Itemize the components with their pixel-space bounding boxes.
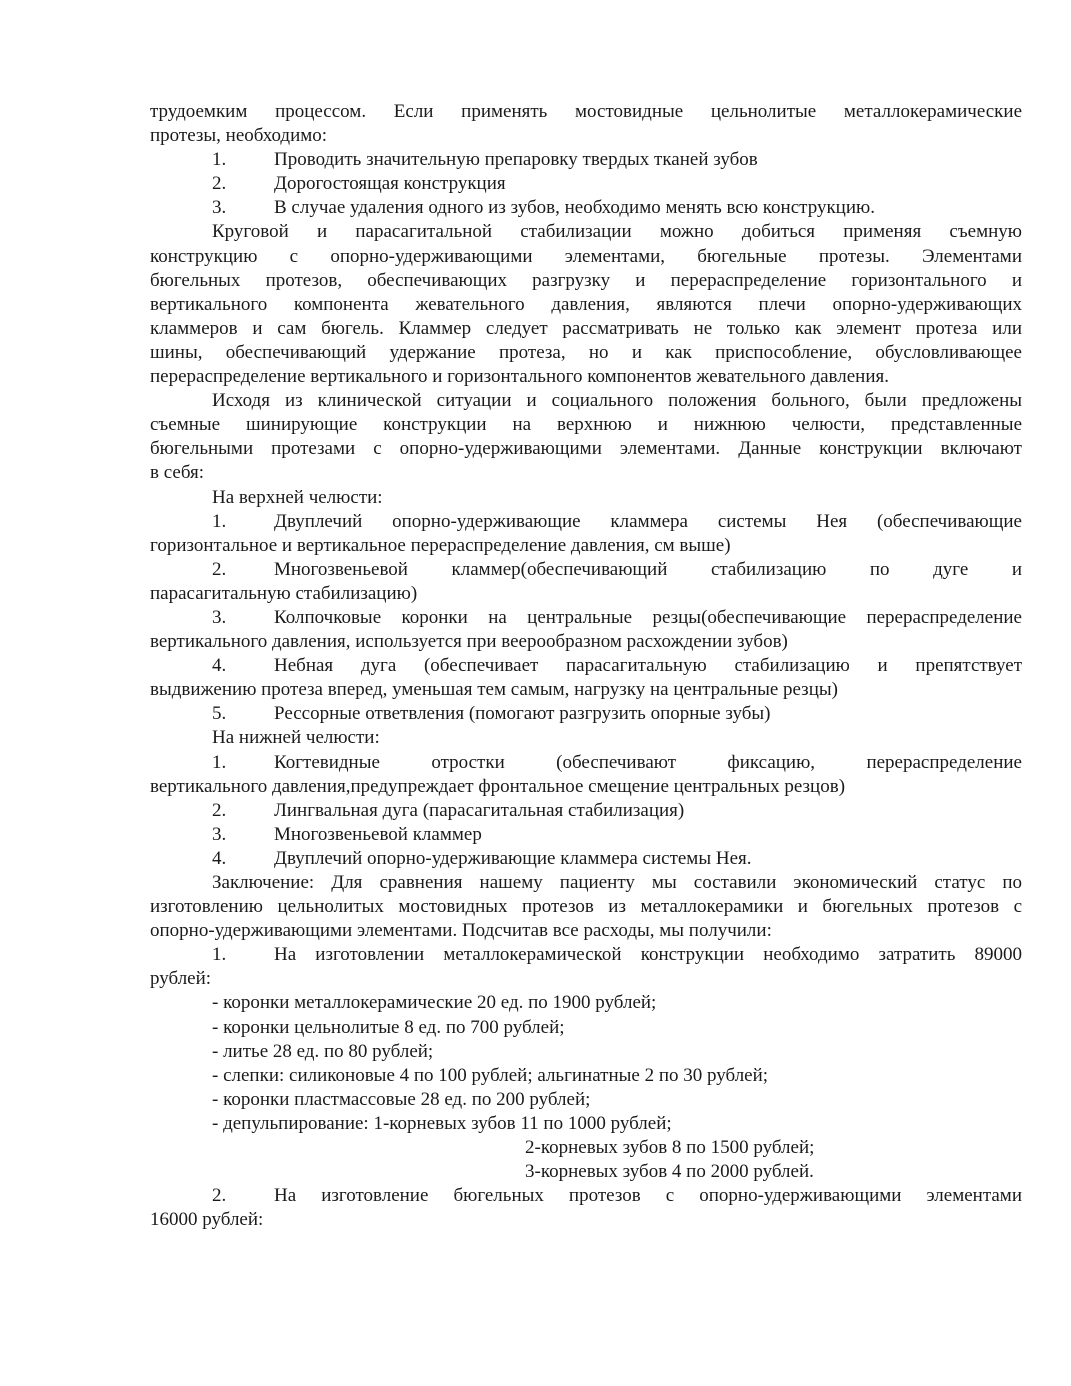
list-item [150, 751, 1022, 799]
item-text-cont: выдвижению протеза вперед, уменьшая тем самым, нагрузку на центральные резцы) [150, 679, 838, 701]
item-number: 4. [212, 655, 227, 677]
list-item [150, 172, 1022, 196]
cost-line: - коронки пластмассовые 28 ед. по 200 рублей; [212, 1088, 591, 1110]
cost-line: - депульпирование: 1-корневых зубов 11 по 1000 рублей; [212, 1112, 672, 1134]
list-item [150, 606, 1022, 654]
cost-line: 2-корневых зубов 8 по 1500 рублей; [525, 1137, 815, 1159]
item-number: 3. [212, 197, 227, 219]
item-text: Проводить значительную препаровку твердых тканей зубов [274, 149, 758, 171]
item-text: Колпочковые коронки на центральные резцы(обеспечивающие перераспределение [274, 606, 1022, 628]
document-page [150, 100, 1022, 1232]
item-number: 2. [212, 1185, 227, 1207]
list-item [150, 196, 1022, 220]
item-number: 1. [212, 944, 227, 966]
item-number: 2. [212, 799, 227, 821]
item-number: 4. [212, 847, 227, 869]
upper-jaw-heading: На верхней челюсти: [212, 486, 383, 508]
cost-breakdown-continuation [150, 1136, 1022, 1184]
intro-line-2: протезы, необходимо: [150, 125, 328, 147]
item-text-cont: 16000 рублей: [150, 1209, 264, 1231]
text-line: Исходя из клинической ситуации и социального положения больного, были предложены [212, 390, 1022, 412]
cost-line: - слепки: силиконовые 4 по 100 рублей; альгинатные 2 по 30 рублей; [212, 1064, 769, 1086]
item-text-cont: горизонтальное и вертикальное перераспределение давления, см выше) [150, 534, 731, 556]
list-drawbacks [150, 148, 1022, 220]
cost-line: 3-корневых зубов 4 по 2000 рублей. [525, 1161, 814, 1183]
text-line: Круговой и парасагитальной стабилизации можно добиться применяя съемную [212, 221, 1022, 243]
item-text-cont: вертикального давления, используется при веерообразном расхождении зубов) [150, 631, 788, 653]
text-line: Заключение: Для сравнения нашему пациенту мы составили экономический статус по [212, 872, 1022, 893]
text-line: конструкцию с опорно-удерживающими элементами, бюгельные протезы. Элементами [150, 245, 1022, 267]
item-number: 3. [212, 606, 227, 628]
item-text: Двуплечий опорно-удерживающие кламмера системы Нея (обеспечивающие [274, 510, 1022, 532]
text-line: изготовлению цельнолитых мостовидных протезов из металлокерамики и бюгельных протезов с [150, 896, 1022, 918]
text-line: опорно-удерживающими элементами. Подсчитав все расходы, мы получили: [150, 920, 772, 942]
cost-line: - коронки металлокерамические 20 ед. по 1900 рублей; [212, 992, 657, 1014]
text-line: шины, обеспечивающий удержание протеза, но и как приспособление, обусловливающее [150, 341, 1022, 363]
item-number: 1. [212, 510, 227, 532]
item-text: Рессорные ответвления (помогают разгрузить опорные зубы) [274, 703, 771, 725]
text-line: бюгельных протезов, обеспечивающих разгрузку и перераспределение горизонтального и [150, 269, 1022, 291]
paragraph-constructions [150, 389, 1022, 485]
cost-line: - коронки цельнолитые 8 ед. по 700 рублей; [212, 1016, 565, 1038]
item-text: Лингвальная дуга (парасагитальная стабилизация) [274, 799, 685, 821]
text-line: в себя: [150, 462, 205, 484]
intro-line-1: трудоемким процессом. Если применять мостовидные цельнолитые металлокерамические [150, 101, 1022, 122]
item-text: Многозвеньевой кламмер(обеспечивающий стабилизацию по дуге и [274, 558, 1022, 580]
list-item [150, 847, 1022, 871]
cost-breakdown-list [150, 991, 1022, 1136]
list-item [150, 799, 1022, 823]
text-line: вертикального компонента жевательного давления, являются плечи опорно-удерживающих [150, 293, 1022, 315]
cost-line: - литье 28 ед. по 80 рублей; [212, 1040, 434, 1062]
item-text-cont: рублей: [150, 968, 212, 990]
item-number: 3. [212, 823, 227, 845]
item-text-cont: парасагитальную стабилизацию) [150, 582, 418, 604]
list-item [150, 823, 1022, 847]
item-text: Двуплечий опорно-удерживающие кламмера системы Нея. [274, 847, 752, 869]
item-text: В случае удаления одного из зубов, необходимо менять всю конструкцию. [274, 197, 875, 219]
paragraph-stabilization [150, 220, 1022, 389]
list-item [150, 654, 1022, 702]
paragraph-conclusion [150, 871, 1022, 943]
list-lower-jaw [150, 751, 1022, 871]
list-item [150, 702, 1022, 726]
item-number: 1. [212, 149, 227, 171]
item-text: Многозвеньевой кламмер [274, 823, 482, 845]
text-line: перераспределение вертикального и горизонтального компонентов жевательного давления. [150, 366, 890, 388]
item-number: 1. [212, 751, 227, 773]
list-upper-jaw [150, 510, 1022, 727]
cost-item-clasp [150, 1184, 1022, 1232]
text-line: бюгельными протезами с опорно-удерживающими элементами. Данные конструкции включают [150, 438, 1022, 460]
cost-item-ceramic [150, 943, 1022, 991]
text-line: съемные шинирующие конструкции на верхнюю и нижнюю челюсти, представленные [150, 414, 1022, 436]
item-text-cont: вертикального давления,предупреждает фронтальное смещение центральных резцов) [150, 775, 846, 797]
item-number: 2. [212, 558, 227, 580]
item-number: 5. [212, 703, 227, 725]
item-text: Дорогостоящая конструкция [274, 173, 506, 195]
item-text: На изготовление бюгельных протезов с опорно-удерживающими элементами [274, 1185, 1022, 1207]
list-item [150, 558, 1022, 606]
list-item [150, 510, 1022, 558]
text-line: кламмеров и сам бюгель. Кламмер следует рассматривать не только как элемент протеза или [150, 317, 1022, 339]
item-text: На изготовлении металлокерамической конструкции необходимо затратить 89000 [274, 944, 1022, 966]
lower-jaw-heading: На нижней челюсти: [212, 727, 380, 749]
item-text: Когтевидные отростки (обеспечивают фиксацию, перераспределение [274, 751, 1022, 773]
item-number: 2. [212, 173, 227, 195]
item-text: Небная дуга (обеспечивает парасагитальную стабилизацию и препятствует [274, 655, 1022, 677]
list-item [150, 148, 1022, 172]
